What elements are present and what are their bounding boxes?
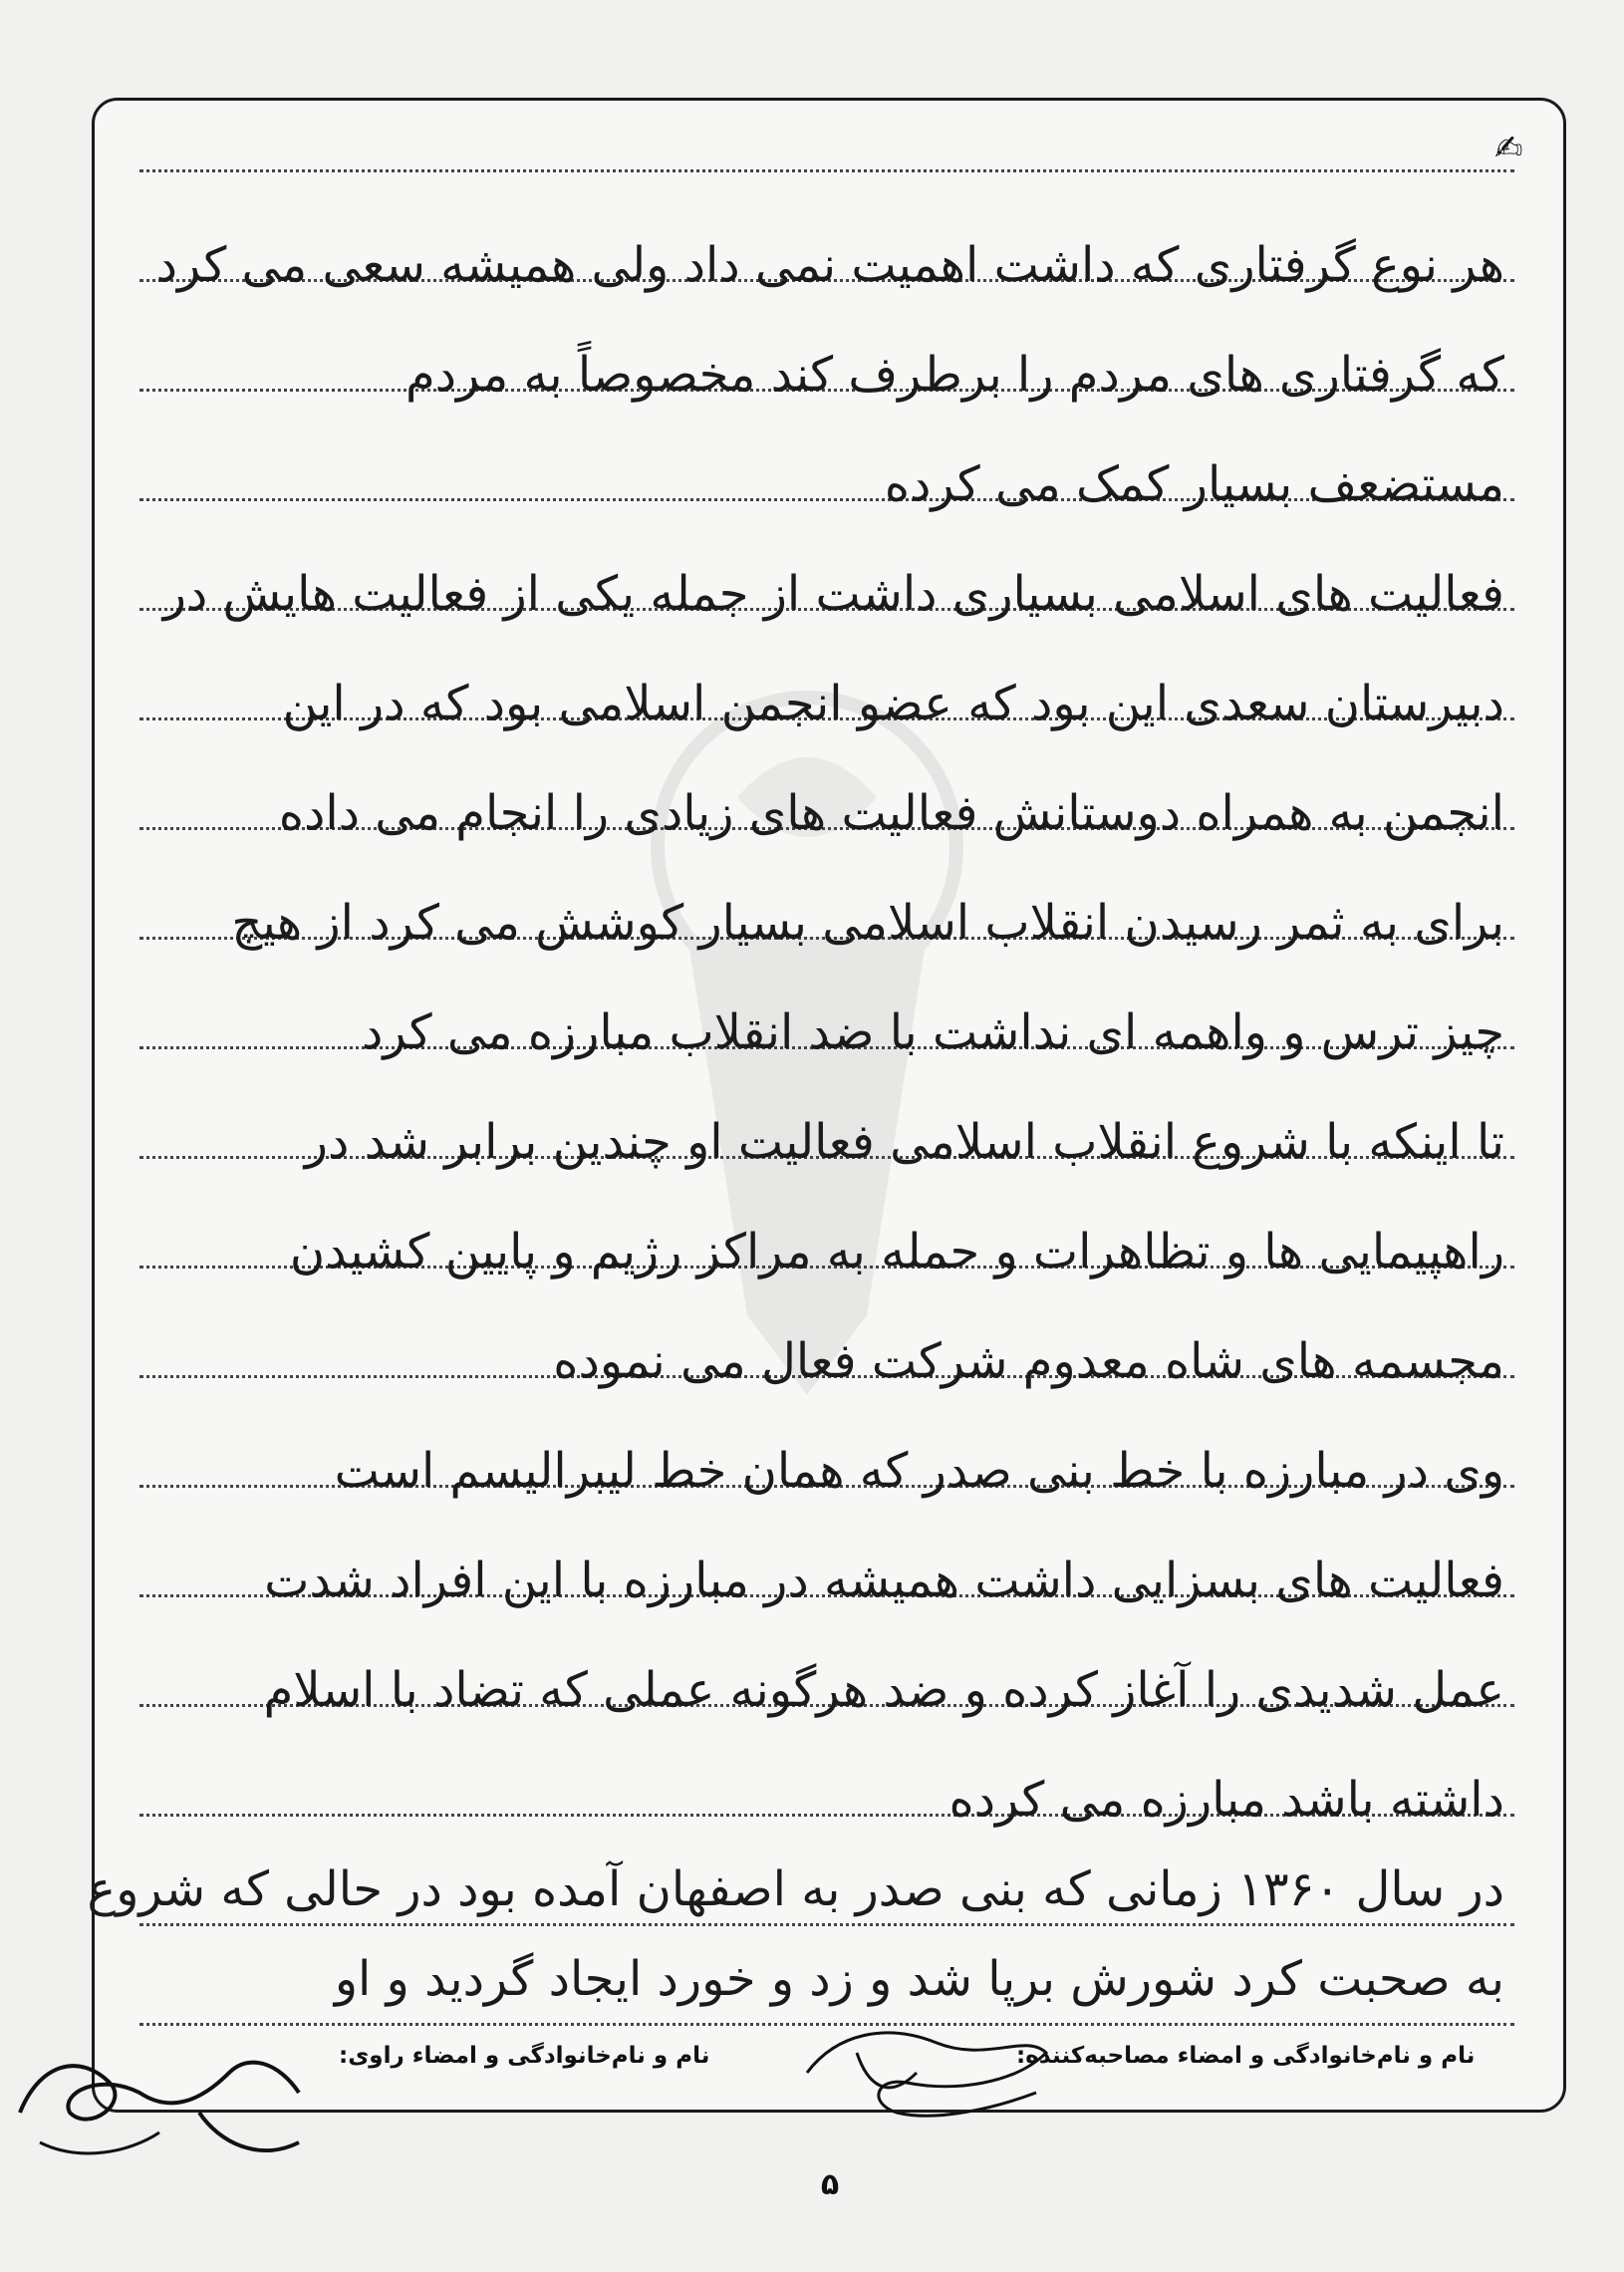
pen-writing-icon: ✍: [1494, 129, 1523, 168]
narrator-signature-label: نام و نام‌خانوادگی و امضاء راوی:: [339, 2043, 710, 2069]
ruled-line: [139, 149, 1514, 172]
handwritten-line: مجسمه های شاه معدوم شرکت فعال می نموده: [553, 1333, 1504, 1389]
handwritten-line: فعالیت های بسزایی داشت همیشه در مبارزه با این افراد شدت: [264, 1553, 1504, 1608]
interviewer-signature: [797, 2013, 1056, 2132]
page-number: ۵: [820, 2167, 840, 2202]
handwritten-line: فعالیت های اسلامی بسیاری داشت از جمله یکی از فعالیت هایش در: [162, 566, 1504, 622]
handwritten-line: چیز ترس و واهمه ای نداشت با ضد انقلاب مبارزه می کرد: [361, 1004, 1504, 1060]
handwritten-line: داشته باشد مبارزه می کرده: [948, 1772, 1504, 1828]
handwritten-line: برای به ثمر رسیدن انقلاب اسلامی بسیار کوشش می کرد از هیچ: [231, 895, 1504, 951]
handwritten-line: راهپیمایی ها و تظاهرات و حمله به مراکز رژیم و پایین کشیدن: [289, 1224, 1504, 1279]
handwritten-line: مستضعف بسیار کمک می کرده: [884, 456, 1504, 512]
narrator-signature: [0, 1993, 329, 2182]
interviewer-signature-label: نام و نام‌خانوادگی و امضاء مصاحبه‌کننده:: [1016, 2043, 1476, 2069]
handwritten-line: وی در مبارزه با خط بنی صدر که همان خط لیبرالیسم است: [334, 1443, 1504, 1499]
handwritten-line: در سال ۱۳۶۰ زمانی که بنی صدر به اصفهان آمده بود در حالی که شروع: [87, 1861, 1504, 1917]
handwritten-line: انجمن به همراه دوستانش فعالیت های زیادی را انجام می داده: [278, 785, 1504, 841]
handwritten-line: که گرفتاری های مردم را برطرف کند مخصوصاً به مردم: [405, 347, 1504, 403]
handwritten-line: به صحبت کرد شورش برپا شد و زد و خورد ایجاد گردید و او: [334, 1951, 1504, 2007]
handwritten-line: هر نوع گرفتاری که داشت اهمیت نمی داد ولی همیشه سعی می کرد: [155, 237, 1504, 293]
handwritten-line: دبیرستان سعدی این بود که عضو انجمن اسلامی بود که در این: [282, 676, 1504, 731]
handwritten-line: تا اینکه با شروع انقلاب اسلامی فعالیت او چندین برابر شد در: [304, 1114, 1504, 1170]
handwritten-line: عمل شدیدی را آغاز کرده و ضد هرگونه عملی که تضاد با اسلام: [263, 1662, 1504, 1718]
